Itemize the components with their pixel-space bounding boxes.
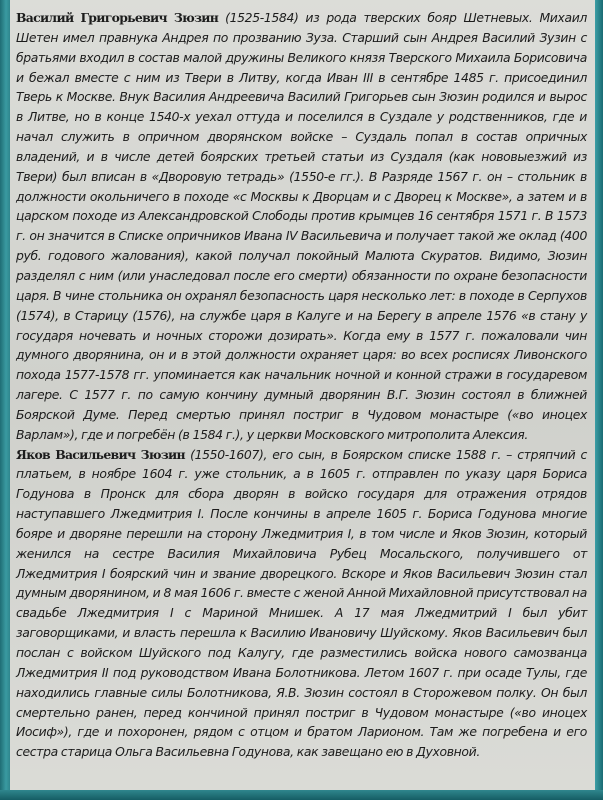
frame-right-edge [595,0,603,800]
paragraph-text-yakov: (1550-1607), его сын, в Боярском списке 1588 г. – стряпчий с платьем, в ноябре 1604 г. уже стольник, а в 1605 г. отправлен по указу царя Бориса Годунова в Пронск для сбора дворян в войско государя для отражения отрядов наступавшего Лжедмитрия I. После кончины в апреле 1605 г. Бориса Годунова многие бояре и дворяне перешли на сторону Лжедмитрия I, в том числе и Яков Зюзин, который женился на сестре Василия Михайловича Рубец Мосальского, получившего от Лжедмитрия I боярский чин и звание дворецкого. Вскоре и Яков Васильевич Зюзин стал думным дворянином, и 8 мая 1606 г. вместе с женой Анной Михайловной присутствовал на свадьбе Лжедмитрия I с Мариной Мнишек. А 17 мая Лжедмитрий I был убит заговорщиками, и власть перешла к Василию Ивановичу Шуйскому. Яков Васильевич был послан с войском Шуйского под Калугу, где разместились войска нового самозванца Лжедмитрия II под руководством Ивана Болотникова. Летом 1607 г. при осаде Тулы, где находились главные силы Болотникова, Я.В. Зюзин состоял в Сторожевом полку. Он был смертельно ранен, перед кончиной принял постриг в Чудовом монастыре («во иноцех Иосиф»), где и похоронен, рядом с отцом и братом Ларионом. Там же погребена и его сестра старица Ольга Васильевна Годунова, как завещано ею в Духовной. [16,446,587,760]
paragraph-vasily-zyuzin [16,8,587,445]
frame-bottom-edge [0,790,603,800]
paragraph-text-vasily: (1525-1584) из рода тверских бояр Шетневых. Михаил Шетен имел правнука Андрея по прозванию Зуза. Старший сын Андрея Василий Зузин с братьями входил в состав малой дружины Великого князя Тверского Михаила Борисовича и бежал вместе с ним из Твери в Литву, когда Иван III в сентябре 1485 г. присоединил Тверь к Москве. Внук Василия Андреевича Василий Григорьев сын Зюзин родился и вырос в Литве, но в конце 1540-х уехал оттуда и поселился в Суздале у родственников, где и начал служить в опричном дворянском войске – Суздаль попал в состав опричных владений, и в числе детей боярских третьей статьи из Суздаля (как нововыезжий из Твери) был вписан в «Дворовую тетрадь» (1550-е гг.). В Разряде 1567 г. он – стольник в должности окольничего в походе «с Москвы к Дворцам и с Дворец к Москве», а затем и в царском походе из Александровской Слободы против крымцев 16 сентября 1571 г. В 1573 г. он значится в Списке опричников Ивана IV Васильевича и получает такой же оклад (400 руб. годового жалования), какой получал покойный Малюта Скуратов. Видимо, Зюзин разделял с ним (или унаследовал после его смерти) обязанности по охране безопасности царя. В чине стольника он охранял безопасность царя несколько лет: в походе в Серпухов (1574), в Старицу (1576), на службе царя в Калуге и на Берегу в апреле 1576 «в стану у государя ночевать и ночных сторожи дозирать». Когда ему в 1577 г. пожаловали чин думного дворянина, он и в этой должности охраняет царя: во всех росписях Ливонского похода 1577-1578 гг. упоминается как начальник ночной и конной стражи в государевом лагере. С 1577 г. по самую кончину думный дворянин В.Г. Зюзин состоял в ближней Боярской Думе. Перед смертью принял постриг в Чудовом монастыре («во иноцех Варлам»), где и погребён (в 1584 г.), у церкви Московского митрополита Алексия. [16,10,587,442]
text-panel [10,0,595,790]
frame-left-edge [0,0,10,800]
paragraph-yakov-zyuzin [16,445,587,763]
person-name-yakov: Яков Васильевич Зюзин [16,446,185,462]
person-name-vasily: Василий Григорьевич Зюзин [16,10,219,25]
